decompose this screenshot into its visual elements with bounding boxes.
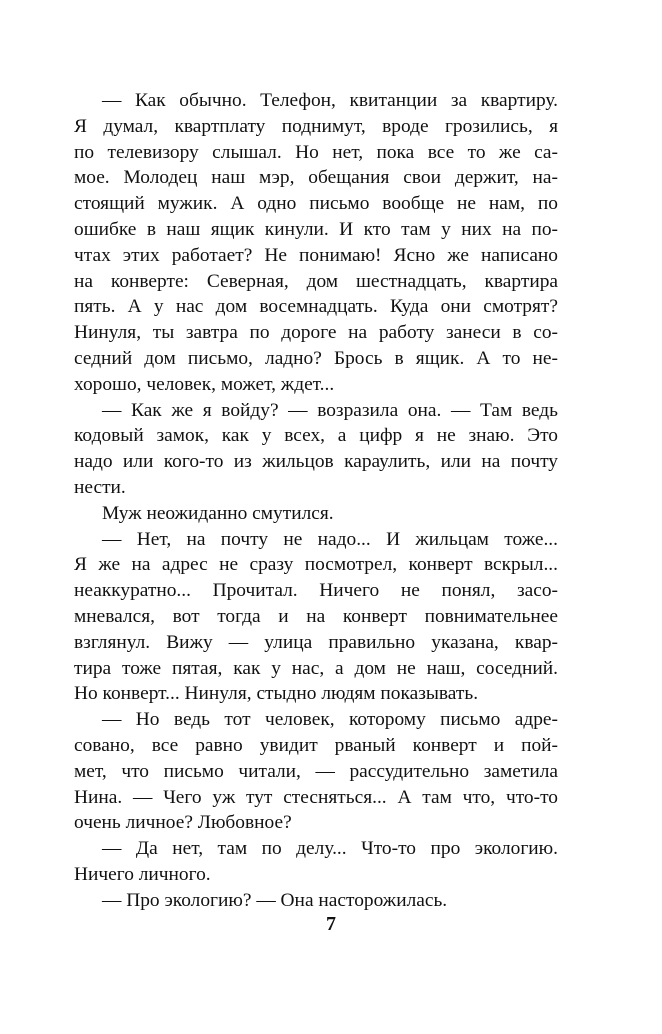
text-line: Я же на адрес не сразу посмотрел, конверт вскрыл... [74,554,558,576]
text-line: на конверте: Северная, дом шестнадцать, квартира [74,270,558,292]
body-text [74,88,558,914]
text-line: неаккуратно... Прочитал. Ничего не понял, засо- [74,580,558,602]
text-line: — Как обычно. Телефон, квитанции за квартиру. [102,90,558,111]
text-line: — Как же я войду? — возразила она. — Там ведь [102,399,558,421]
text-line: чтах этих работает? Не понимаю! Ясно же написано [74,244,558,266]
text-line: нести. [74,476,126,498]
text-line: — Нет, на почту не надо... И жильцам тоже... [102,528,558,550]
text-line: — Да нет, там по делу... Что-то про экологию. [102,838,558,860]
text-line: Нинуля, ты завтра по дороге на работу занеси в со- [74,322,558,344]
text-line: Муж неожиданно смутился. [102,502,334,524]
text-line: — Но ведь тот человек, которому письмо адре- [102,709,558,731]
text-line: пять. А у нас дом восемнадцать. Куда они смотрят? [74,296,558,318]
text-line: — Про экологию? — Она насторожилась. [102,889,448,911]
page-number: 7 [326,913,336,935]
text-line: тира тоже пятая, как у нас, а дом не наш, соседний. [74,657,558,679]
text-line: Но конверт... Нинуля, стыдно людям показывать. [74,683,479,705]
text-line: Я думал, квартплату поднимут, вроде грозились, я [74,115,558,137]
text-line: ошибке в наш ящик кинули. И кто там у них на по- [74,218,558,240]
text-line: седний дом письмо, ладно? Брось в ящик. А то не- [74,347,558,369]
text-line: мое. Молодец наш мэр, обещания свои держит, на- [74,167,558,189]
text-line: хорошо, человек, может, ждет... [74,373,335,395]
text-line: кодовый замок, как у всех, а цифр я не знаю. Это [74,425,558,447]
text-line: совано, все равно увидит рваный конверт и пой- [74,734,558,756]
text-line: очень личное? Любовное? [74,812,292,834]
text-line: стоящий мужик. А одно письмо вообще не нам, по [74,193,558,215]
text-line: Ничего личного. [74,863,211,885]
text-line: надо или кого-то из жильцов караулить, или на почту [74,451,558,473]
text-line: мневался, вот тогда и на конверт повнимательнее [74,605,558,627]
text-line: мет, что письмо читали, — рассудительно заметила [74,760,558,782]
text-line: взглянул. Вижу — улица правильно указана, квар- [74,631,558,653]
text-line: по телевизору слышал. Но нет, пока все то же са- [74,141,558,163]
text-line: Нина. — Чего уж тут стесняться... А там что, что-то [74,786,558,808]
